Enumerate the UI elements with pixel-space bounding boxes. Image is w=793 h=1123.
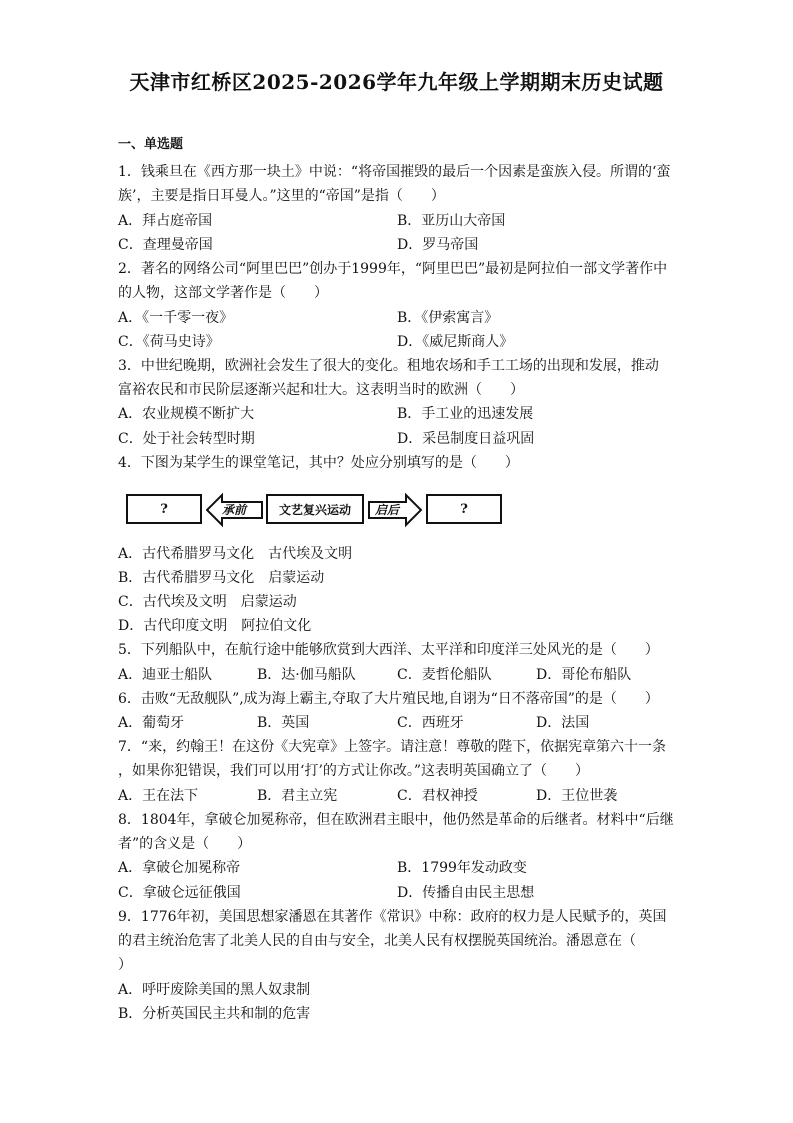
question-2-line-1: 2．著名的网络公司“阿里巴巴”创办于1999年，“阿里巴巴”最初是阿拉伯一部文学著作中 [118, 261, 668, 277]
question-7-line-1: 7．“来，约翰王！在这份《大宪章》上签字。请注意！尊敬的陛下，依据宪章第六十一条 [118, 739, 667, 755]
question-8-option-b: B．1799年发动政变 [397, 860, 527, 876]
question-8-line-1: 8．1804年，拿破仑加冕称帝，但在欧洲君主眼中，他仍然是革命的后继者。材料中“后继 [118, 812, 674, 828]
question-7-option-b: B．君主立宪 [257, 788, 338, 804]
question-9-line-1: 9．1776年初，美国思想家潘恩在其著作《常识》中称：政府的权力是人民赋予的，英国 [118, 909, 667, 925]
class-notes-diagram [126, 492, 502, 528]
question-4-option-c: C．古代埃及文明 启蒙运动 [118, 594, 297, 610]
question-4-option-d: D．古代印度文明 阿拉伯文化 [118, 618, 312, 634]
diagram-right-box: ? [426, 494, 502, 524]
question-6-option-a: A．葡萄牙 [118, 715, 185, 731]
question-6-option-c: C．西班牙 [397, 715, 464, 731]
question-1-line-1: 1．钱乘旦在《西方那一块土》中说：“将帝国摧毁的最后一个因素是蛮族入侵。所谓的‘蛮 [118, 164, 671, 180]
question-1-option-c: C．查理曼帝国 [118, 237, 213, 253]
question-5-option-c: C．麦哲伦船队 [397, 667, 492, 683]
question-6-line-1: 6．击败“无敌舰队”,成为海上霸主,夺取了大片殖民地,自诩为“日不落帝国”的是（ ） [118, 691, 659, 707]
question-3-line-2: 富裕农民和市民阶层逐渐兴起和壮大。这表明当时的欧洲（ ） [118, 382, 524, 398]
question-5-option-b: B．达·伽马船队 [257, 667, 356, 683]
question-6-option-d: D．法国 [536, 715, 590, 731]
question-5-line-1: 5．下列船队中，在航行途中能够欣赏到大西洋、太平洋和印度洋三处风光的是（ ） [118, 642, 659, 658]
question-7-option-c: C．君权神授 [397, 788, 478, 804]
diagram-left-arrow-label: 承前 [222, 503, 247, 517]
question-8-option-d: D．传播自由民主思想 [397, 885, 535, 901]
exam-title: 天津市红桥区2025-2026学年九年级上学期期末历史试题 [129, 70, 664, 94]
question-1-option-a: A．拜占庭帝国 [118, 213, 213, 229]
question-9-line-3: ） [118, 957, 132, 973]
question-8-option-a: A．拿破仑加冕称帝 [118, 860, 241, 876]
question-8-line-2: 者”的含义是（ ） [118, 836, 252, 852]
question-5-option-d: D．哥伦布船队 [536, 667, 632, 683]
question-2-option-c: C．《荷马史诗》 [118, 334, 220, 350]
question-1-option-d: D．罗马帝国 [397, 237, 479, 253]
question-9-option-b: B．分析英国民主共和制的危害 [118, 1006, 311, 1022]
question-2-line-2: 的人物，这部文学著作是（ ） [118, 285, 328, 301]
question-1-option-b: B．亚历山大帝国 [397, 213, 506, 229]
question-7-option-a: A．王在法下 [118, 788, 199, 804]
question-4-option-b: B．古代希腊罗马文化 启蒙运动 [118, 570, 325, 586]
question-2-option-b: B．《伊索寓言》 [397, 310, 499, 326]
question-6-option-b: B．英国 [257, 715, 310, 731]
question-7-line-2: ，如果你犯错误，我们可以用‘打’的方式让你改。”这表明英国确立了（ ） [118, 763, 590, 779]
question-8-option-c: C．拿破仑远征俄国 [118, 885, 241, 901]
diagram-center-box: 文艺复兴运动 [266, 494, 364, 524]
question-2-option-d: D．《威尼斯商人》 [397, 334, 514, 350]
question-4-option-a: A．古代希腊罗马文化 古代埃及文明 [118, 546, 353, 562]
question-4-line-1: 4．下图为某学生的课堂笔记，其中？处应分别填写的是（ ） [118, 455, 519, 471]
question-9-line-2: 的君主统治危害了北美人民的自由与安全，北美人民有权摆脱英国统治。潘恩意在（ [118, 933, 636, 949]
question-9-option-a: A．呼吁废除美国的黑人奴隶制 [118, 982, 311, 998]
question-1-line-2: 族’，主要是指日耳曼人。”这里的“帝国”是指（ ） [118, 188, 445, 204]
question-3-option-c: C．处于社会转型时期 [118, 431, 255, 447]
question-3-option-a: A．农业规模不断扩大 [118, 406, 255, 422]
question-3-line-1: 3．中世纪晚期，欧洲社会发生了很大的变化。租地农场和手工工场的出现和发展，推动 [118, 358, 659, 374]
question-5-option-a: A．迪亚士船队 [118, 667, 213, 683]
question-2-option-a: A．《一千零一夜》 [118, 310, 234, 326]
section-heading: 一、单选题 [118, 137, 184, 152]
diagram-right-arrow-label: 启后 [375, 503, 400, 517]
question-7-option-d: D．王位世袭 [536, 788, 618, 804]
question-3-option-b: B．手工业的迅速发展 [397, 406, 534, 422]
diagram-left-box: ? [126, 494, 202, 524]
question-3-option-d: D．采邑制度日益巩固 [397, 431, 535, 447]
